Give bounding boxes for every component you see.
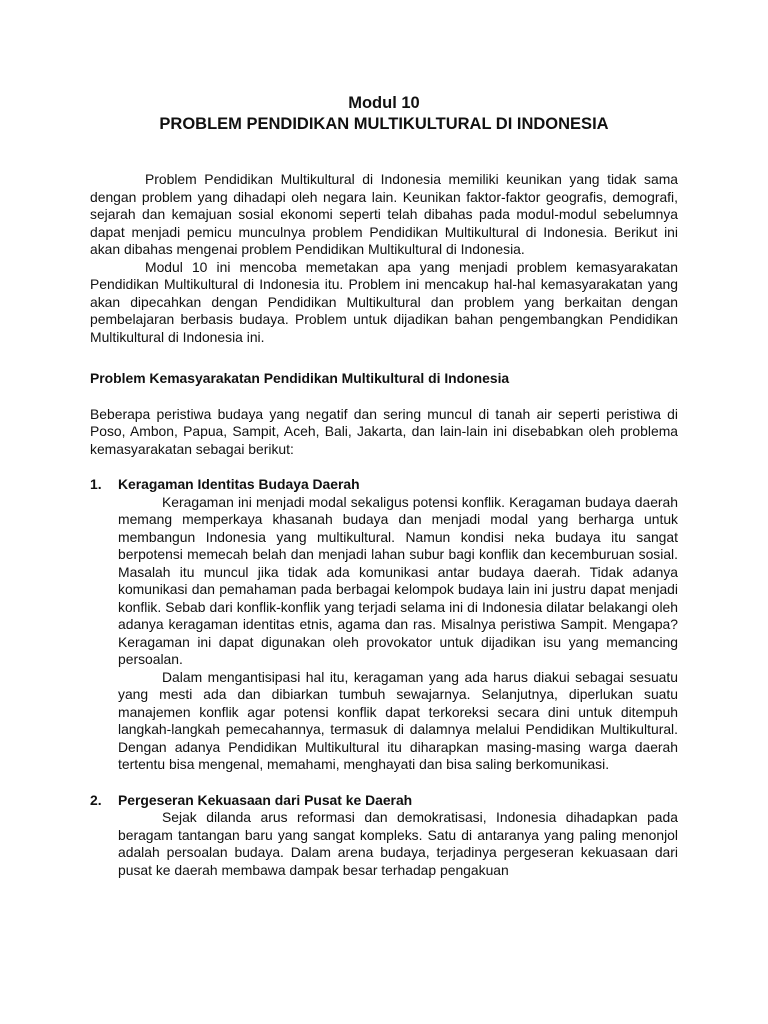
item-number: 1. (90, 476, 102, 492)
page-title: PROBLEM PENDIDIKAN MULTIKULTURAL DI INDONESIA (159, 115, 609, 133)
section-intro: Beberapa peristiwa budaya yang negatif dan sering muncul di tanah air seperti peristiwa di Poso, Ambon, Papua, Sampit, Aceh, Bali, Jakarta, dan lain-lain ini disebabkan oleh problema kemasyarakatan sebagai berikut: (90, 405, 678, 457)
intro-paragraph: Problem Pendidikan Multikultural di Indonesia memiliki keunikan yang tidak sama dengan problem yang dihadapi oleh negara lain. Keunikan faktor-faktor geografis, demografi, sejarah dan kemajuan sosial ekonomi seperti telah dibahas pada modul-modul sebelumnya dapat menjadi pemicu munculnya problem Pendidikan Multikultural di Indonesia. Berikut ini akan dibahas mengenai problem Pendidikan Multikultural di Indonesia. (90, 171, 678, 257)
module-label: Modul 10 (348, 94, 420, 112)
item-title: Keragaman Identitas Budaya Daerah (118, 476, 360, 492)
item-paragraph: Keragaman ini menjadi modal sekaligus potensi konflik. Keragaman budaya daerah memang memperkaya khasanah budaya dan menjadi modal yang berharga untuk membangun Indonesia yang multikultural. Namun kondisi neka budaya itu sangat berpotensi memecah belah dan menjadi lahan subur bagi konflik dan kecemburuan sosial. Masalah itu muncul jika tidak ada komunikasi antar budaya daerah. Tidak adanya komunikasi dan pemahaman pada berbagai kelompok budaya lain ini justru dapat menjadi konflik. Sebab dari konflik-konflik yang terjadi selama ini di Indonesia dilatar belakangi oleh adanya keragaman identitas etnis, agama dan ras. Misalnya peristiwa Sampit. Mengapa? Keragaman ini dapat digunakan oleh provokator untuk dijadikan isu yang memancing persoalan. (118, 493, 678, 667)
list-item (90, 792, 678, 880)
item-number: 2. (90, 791, 102, 808)
item-paragraph: Dalam mengantisipasi hal itu, keragaman yang ada harus diakui sebagai sesuatu yang mesti ada dan dibiarkan tumbuh sewajarnya. Selanjutnya, diperlukan suatu manajemen konflik agar potensi konflik dapat terkoreksi secara dini untuk ditempuh langkah-langkah pemecahannya, termasuk di dalamnya melalui Pendidikan Multikultural. Dengan adanya Pendidikan Multikultural itu diharapkan masing-masing warga daerah tertentu bisa mengenal, memahami, menghayati dan bisa saling berkomunikasi. (118, 668, 678, 772)
intro-paragraph: Modul 10 ini mencoba memetakan apa yang menjadi problem kemasyarakatan Pendidikan Multikultural di Indonesia itu. Problem ini mencakup hal-hal kemasyarakatan yang akan dipecahkan dengan Pendidikan Multikultural dan problem yang berkaitan dengan pembelajaran berbasis budaya. Problem untuk dijadikan bahan pengembangkan Pendidikan Multikultural di Indonesia ini. (90, 258, 678, 345)
item-title: Pergeseran Kekuasaan dari Pusat ke Daerah (118, 791, 413, 808)
section-heading: Problem Kemasyarakatan Pendidikan Multikultural di Indonesia (90, 370, 510, 386)
list-item (90, 476, 678, 774)
item-paragraph: Sejak dilanda arus reformasi dan demokratisasi, Indonesia dihadapkan pada beragam tantangan baru yang sangat kompleks. Satu di antaranya yang paling menonjol adalah persoalan budaya. Dalam arena budaya, terjadinya pergeseran kekuasaan dari pusat ke daerah membawa dampak besar terhadap pengakuan (118, 809, 678, 878)
